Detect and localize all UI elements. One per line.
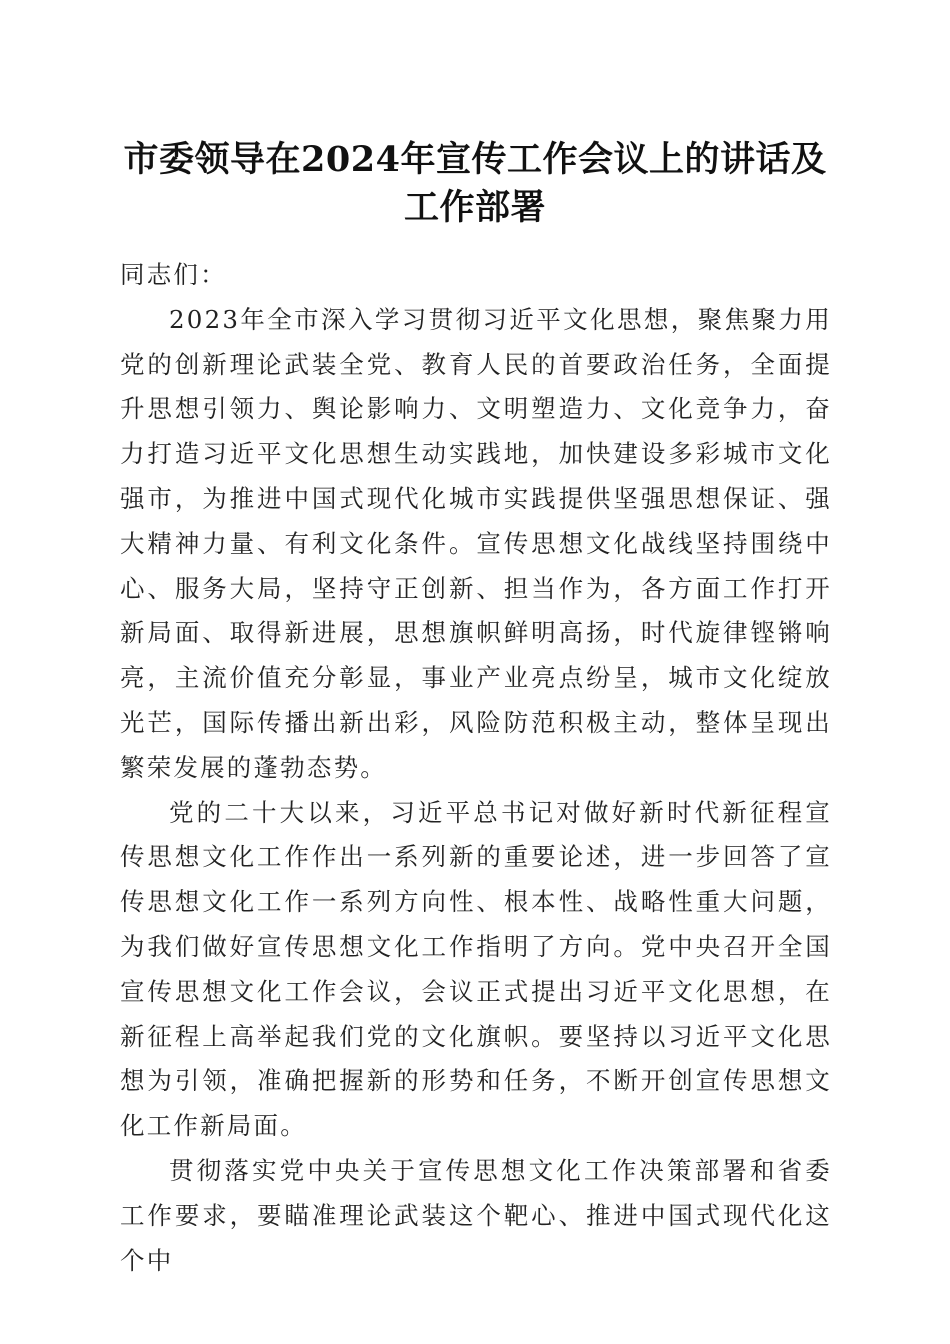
salutation: 同志们： [120,260,227,289]
paragraph-1: 2023年全市深入学习贯彻习近平文化思想，聚焦聚力用党的创新理论武装全党、教育人民的首要政治任务，全面提升思想引领力、舆论影响力、文明塑造力、文化竞争力，奋力打造习近平文化思想生动实践地，加快建设多彩城市文化强市，为推进中国式现代化城市实践提供坚强思想保证、强大精神力量、有利文化条件。宣传思想文化战线坚持围绕中心、服务大局，坚持守正创新、担当作为，各方面工作打开新局面、取得新进展，思想旗帜鲜明高扬，时代旋律铿锵响亮，主流价值充分彰显，事业产业亮点纷呈，城市文化绽放光芒，国际传播出新出彩，风险防范积极主动，整体呈现出繁荣发展的蓬勃态势。 [120,304,832,782]
document-title [110,136,840,232]
title-line-1: 市委领导在2024年宣传工作会议上的讲话及 [123,139,827,180]
paragraph-2: 党的二十大以来，习近平总书记对做好新时代新征程宣传思想文化工作作出一系列新的重要论述，进一步回答了宣传思想文化工作一系列方向性、根本性、战略性重大问题，为我们做好宣传思想文化工作指明了方向。党中央召开全国宣传思想文化工作会议，会议正式提出习近平文化思想，在新征程上高举起我们党的文化旗帜。要坚持以习近平文化思想为引领，准确把握新的形势和任务，不断开创宣传思想文化工作新局面。 [120,797,832,1141]
paragraph-3: 贯彻落实党中央关于宣传思想文化工作决策部署和省委工作要求，要瞄准理论武装这个靶心、推进中国式现代化这个中 [120,1155,832,1275]
title-line-2: 工作部署 [403,187,546,228]
document-body [120,253,832,1283]
